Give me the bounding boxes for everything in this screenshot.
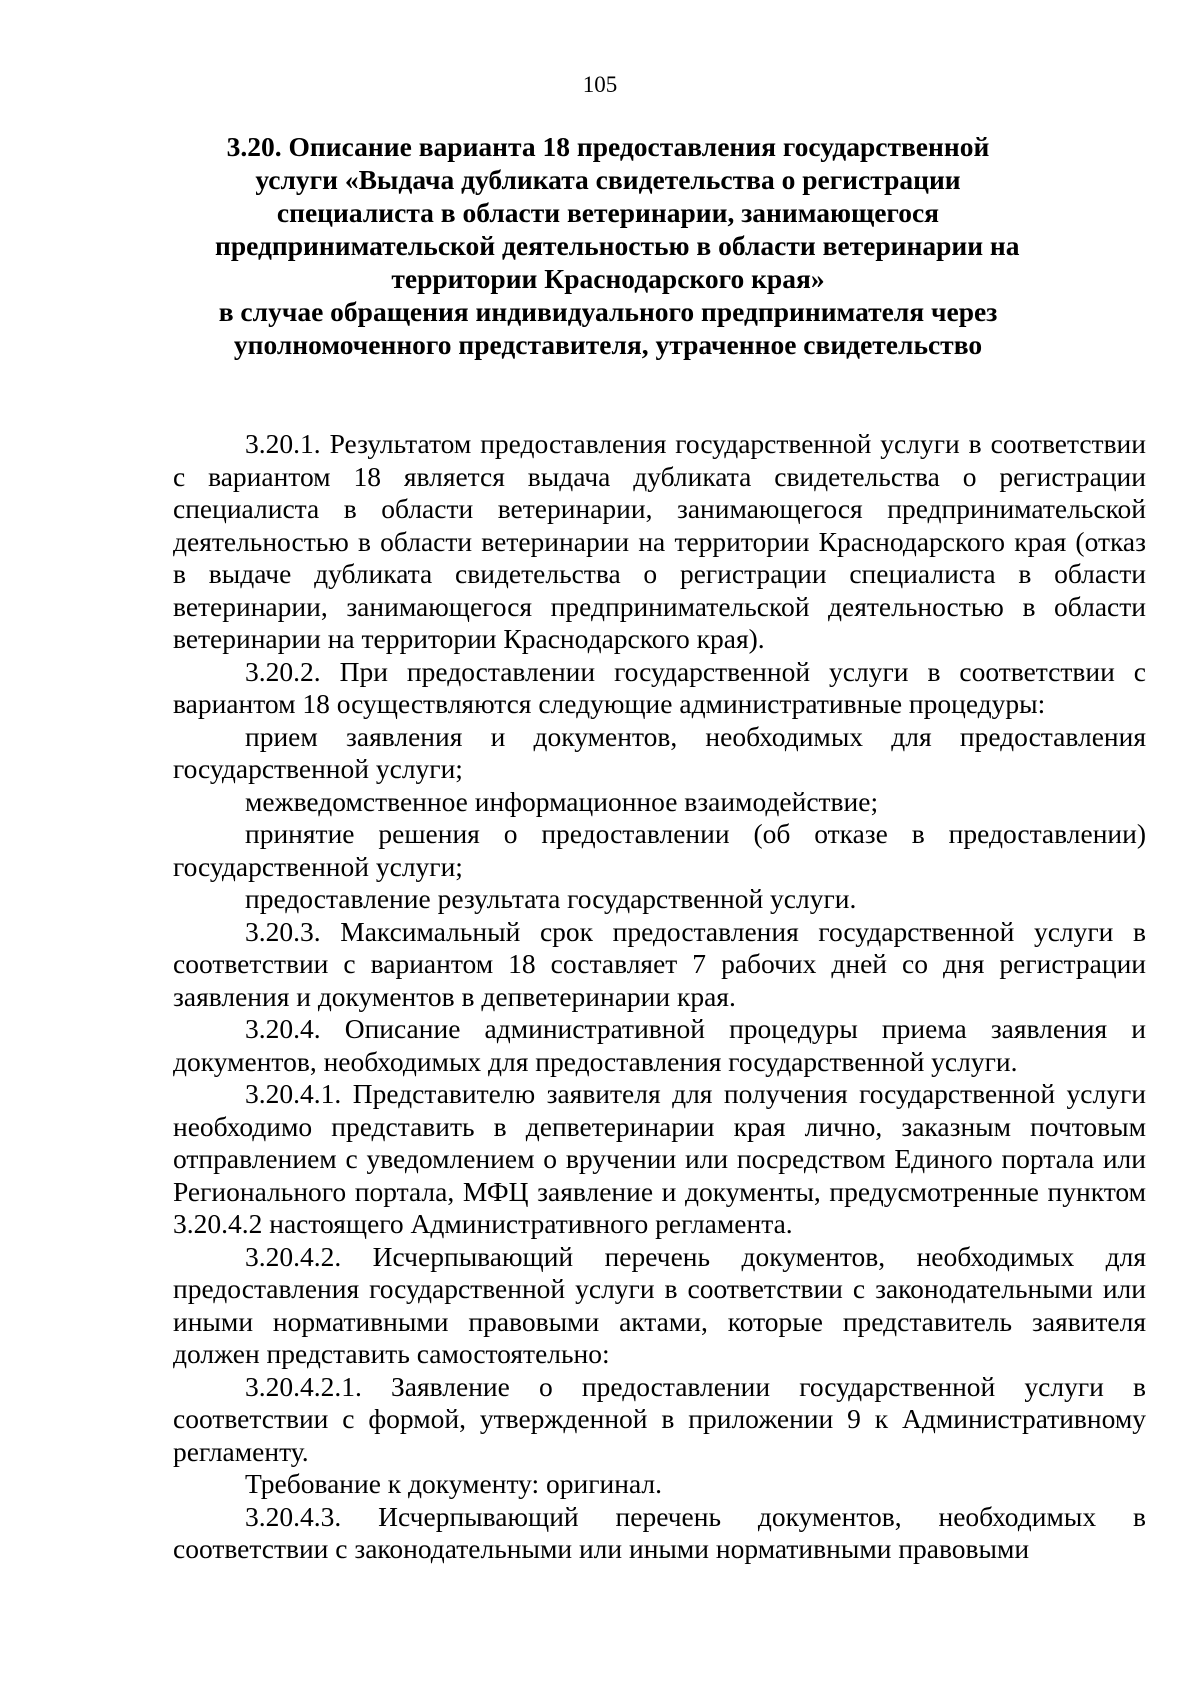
- document-requirement: Требование к документу: оригинал.: [245, 1468, 662, 1499]
- heading-line: специалиста в области ветеринарии, занимающегося: [276, 197, 940, 228]
- paragraph-3-20-4-2-1: 3.20.4.2.1. Заявление о предоставлении государственной услуги в соответствии с формой, утвержденной в приложении 9 к Административному регламенту.: [173, 1370, 1146, 1467]
- heading-line: услуги «Выдача дубликата свидетельства о регистрации: [255, 164, 961, 195]
- heading-line: 3.20. Описание варианта 18 предоставления государственной: [226, 131, 990, 162]
- page-number: 105: [582, 72, 618, 97]
- procedure-item: принятие решения о предоставлении (об отказе в предоставлении) государственной услуги;: [173, 818, 1146, 882]
- paragraph-3-20-4-3: 3.20.4.3. Исчерпывающий перечень документов, необходимых в соответствии с законодательными или иными нормативными правовыми: [173, 1500, 1146, 1564]
- procedure-item: предоставление результата государственной услуги.: [245, 883, 857, 914]
- paragraph-3-20-1: 3.20.1. Результатом предоставления государственной услуги в соответствии с вариантом 18 является выдача дубликата свидетельства о регистрации специалиста в области ветеринарии, занимающегося предпринимательской деятельностью в области ветеринарии на территории Краснодарского края (отказ в выдаче дубликата свидетельства о регистрации специалиста в области ветеринарии, занимающегося предпринимательской деятельностью в области ветеринарии на территории Краснодарского края).: [173, 428, 1146, 654]
- heading-line: уполномоченного представителя, утраченное свидетельство: [233, 329, 983, 360]
- paragraph-3-20-3: 3.20.3. Максимальный срок предоставления государственной услуги в соответствии с вариантом 18 составляет 7 рабочих дней со дня регистрации заявления и документов в депветеринарии края.: [173, 915, 1146, 1012]
- paragraph-3-20-4-1: 3.20.4.1. Представителю заявителя для получения государственной услуги необходимо представить в депветеринарии края лично, заказным почтовым отправлением с уведомлением о вручении или посредством Единого портала или Регионального портала, МФЦ заявление и документы, предусмотренные пунктом 3.20.4.2 настоящего Административного регламента.: [173, 1078, 1146, 1239]
- heading-line: в случае обращения индивидуального предпринимателя через: [218, 296, 998, 327]
- paragraph-3-20-4: 3.20.4. Описание административной процедуры приема заявления и документов, необходимых для предоставления государственной услуги.: [173, 1013, 1146, 1077]
- heading-line: территории Краснодарского края»: [391, 263, 825, 294]
- heading-line: предпринимательской деятельностью в области ветеринарии на: [215, 230, 1020, 261]
- procedure-item: межведомственное информационное взаимодействие;: [245, 785, 879, 817]
- section-heading: [215, 130, 1020, 361]
- procedure-item: прием заявления и документов, необходимых для предоставления государственной услуги;: [173, 720, 1146, 784]
- body-text: [173, 428, 1146, 1566]
- paragraph-3-20-4-2: 3.20.4.2. Исчерпывающий перечень документов, необходимых для предоставления государственной услуги в соответствии с законодательными или иными нормативными правовыми актами, которые представитель заявителя должен представить самостоятельно:: [173, 1240, 1146, 1369]
- paragraph-3-20-2: 3.20.2. При предоставлении государственной услуги в соответствии с вариантом 18 осуществляются следующие административные процедуры:: [173, 655, 1146, 719]
